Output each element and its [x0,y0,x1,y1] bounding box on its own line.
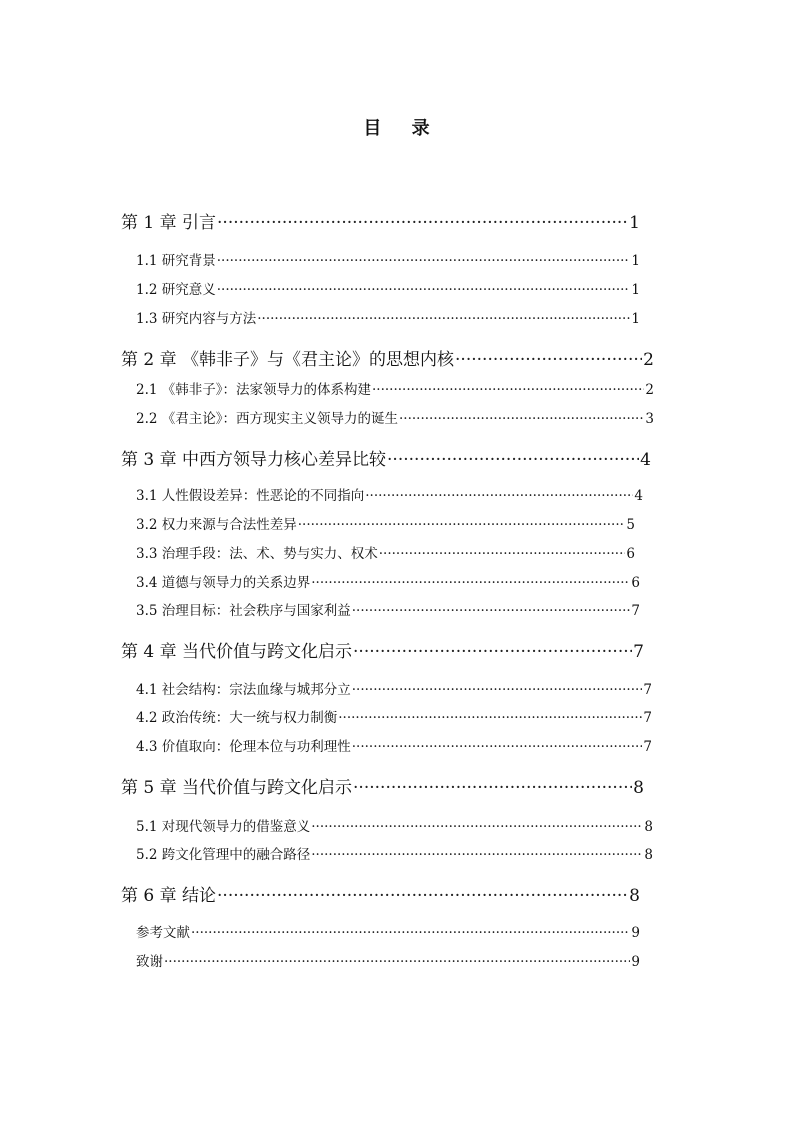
toc-entry-page: 9 [631,925,640,941]
toc-entry-page: 4 [640,450,651,470]
toc-entry-page: 7 [643,710,652,726]
toc-entry-page: 6 [626,546,635,562]
dot-leader [379,546,626,562]
toc-entry-label: 3.2 权力来源与合法性差异 [136,517,297,533]
toc-entry[interactable] [136,706,652,726]
toc-entry-label: 第 5 章 当代价值与跨文化启示 [121,778,353,798]
toc-entry-page: 3 [645,411,654,427]
toc-entry-page: 1 [631,282,640,298]
toc-entry-page: 1 [631,253,640,269]
toc-entry-page: 2 [643,350,654,370]
dot-leader [353,778,632,798]
dot-leader [387,450,639,470]
toc-entry-page: 8 [629,886,640,906]
toc-entry-label: 2.1 《韩非子》：法家领导力的体系构建 [136,382,372,398]
toc-entry-page: 9 [631,954,640,970]
dot-leader [365,488,633,504]
toc-entry[interactable] [136,843,653,863]
toc-entry-label: 3.4 道德与领导力的关系边界 [136,575,311,591]
toc-entry-page: 8 [644,847,653,863]
toc-entry-label: 3.3 治理手段：法、术、势与实力、权术 [136,546,378,562]
toc-entry[interactable] [136,735,652,755]
toc-entry-page: 7 [631,603,640,619]
toc-entry-label: 第 1 章 引言 [121,213,217,233]
toc-entry[interactable] [136,278,640,298]
toc-entry[interactable] [136,378,654,398]
toc-entry[interactable] [121,208,640,233]
toc-entry-label: 第 4 章 当代价值与跨文化启示 [121,642,353,662]
toc-entry-page: 8 [633,778,644,798]
dot-leader [353,642,632,662]
dot-leader [352,682,643,698]
toc-entry[interactable] [121,637,644,662]
toc-entry[interactable] [136,921,640,941]
toc-entry[interactable] [121,881,640,906]
toc-entry-label: 4.2 政治传统：大一统与权力制衡 [136,710,338,726]
dot-leader [191,925,630,941]
dot-leader [311,847,643,863]
toc-entry-page: 4 [634,488,643,504]
toc-entry[interactable] [136,542,635,562]
toc-entry[interactable] [121,773,644,798]
toc-entry[interactable] [136,249,640,269]
toc-entry[interactable] [136,599,640,619]
toc-entry[interactable] [121,345,654,370]
toc-entry[interactable] [136,407,654,427]
dot-leader [352,603,631,619]
toc-entry-label: 致谢 [136,954,163,970]
toc-entry-label: 第 2 章 《韩非子》与《君主论》的思想内核 [121,350,455,370]
toc-entry-page: 1 [631,311,640,327]
toc-entry[interactable] [136,678,652,698]
toc-entry-label: 1.2 研究意义 [136,282,216,298]
toc-entry-label: 参考文献 [136,925,190,941]
toc-entry-page: 7 [643,739,652,755]
toc-entry-label: 5.2 跨文化管理中的融合路径 [136,847,311,863]
toc-entry-label: 第 3 章 中西方领导力核心差异比较 [121,450,387,470]
dot-leader [164,954,630,970]
toc-entry-page: 5 [626,517,635,533]
dot-leader [372,382,644,398]
toc-entry[interactable] [136,571,640,591]
page-title: 目 录 [363,118,442,139]
toc-entry-label: 5.1 对现代领导力的借鉴意义 [136,819,311,835]
dot-leader [311,819,643,835]
toc-entry-label: 1.3 研究内容与方法 [136,311,257,327]
toc-entry[interactable] [136,815,653,835]
toc-entry-label: 2.2 《君主论》：西方现实主义领导力的诞生 [136,411,399,427]
dot-leader [217,886,628,906]
toc-entry-label: 4.1 社会结构：宗法血缘与城邦分立 [136,682,351,698]
dot-leader [298,517,626,533]
toc-entry-page: 1 [629,213,640,233]
toc-entry-label: 1.1 研究背景 [136,253,216,269]
dot-leader [399,411,644,427]
toc-entry[interactable] [136,950,640,970]
toc-entry[interactable] [121,445,651,470]
toc-entry-page: 2 [645,382,654,398]
toc-entry-label: 第 6 章 结论 [121,886,217,906]
toc-entry-page: 8 [644,819,653,835]
dot-leader [257,311,630,327]
dot-leader [217,213,628,233]
dot-leader [455,350,642,370]
toc-entry[interactable] [136,513,635,533]
toc-entry[interactable] [136,484,643,504]
toc-entry-label: 4.3 价值取向：伦理本位与功利理性 [136,739,351,755]
toc-entry-page: 6 [631,575,640,591]
dot-leader [217,282,631,298]
toc-entry-label: 3.1 人性假设差异：性恶论的不同指向 [136,488,365,504]
dot-leader [217,253,631,269]
dot-leader [338,710,642,726]
toc-entry-page: 7 [643,682,652,698]
dot-leader [352,739,643,755]
toc-entry-page: 7 [633,642,644,662]
dot-leader [311,575,630,591]
toc-entry[interactable] [136,307,640,327]
toc-entry-label: 3.5 治理目标：社会秩序与国家利益 [136,603,351,619]
